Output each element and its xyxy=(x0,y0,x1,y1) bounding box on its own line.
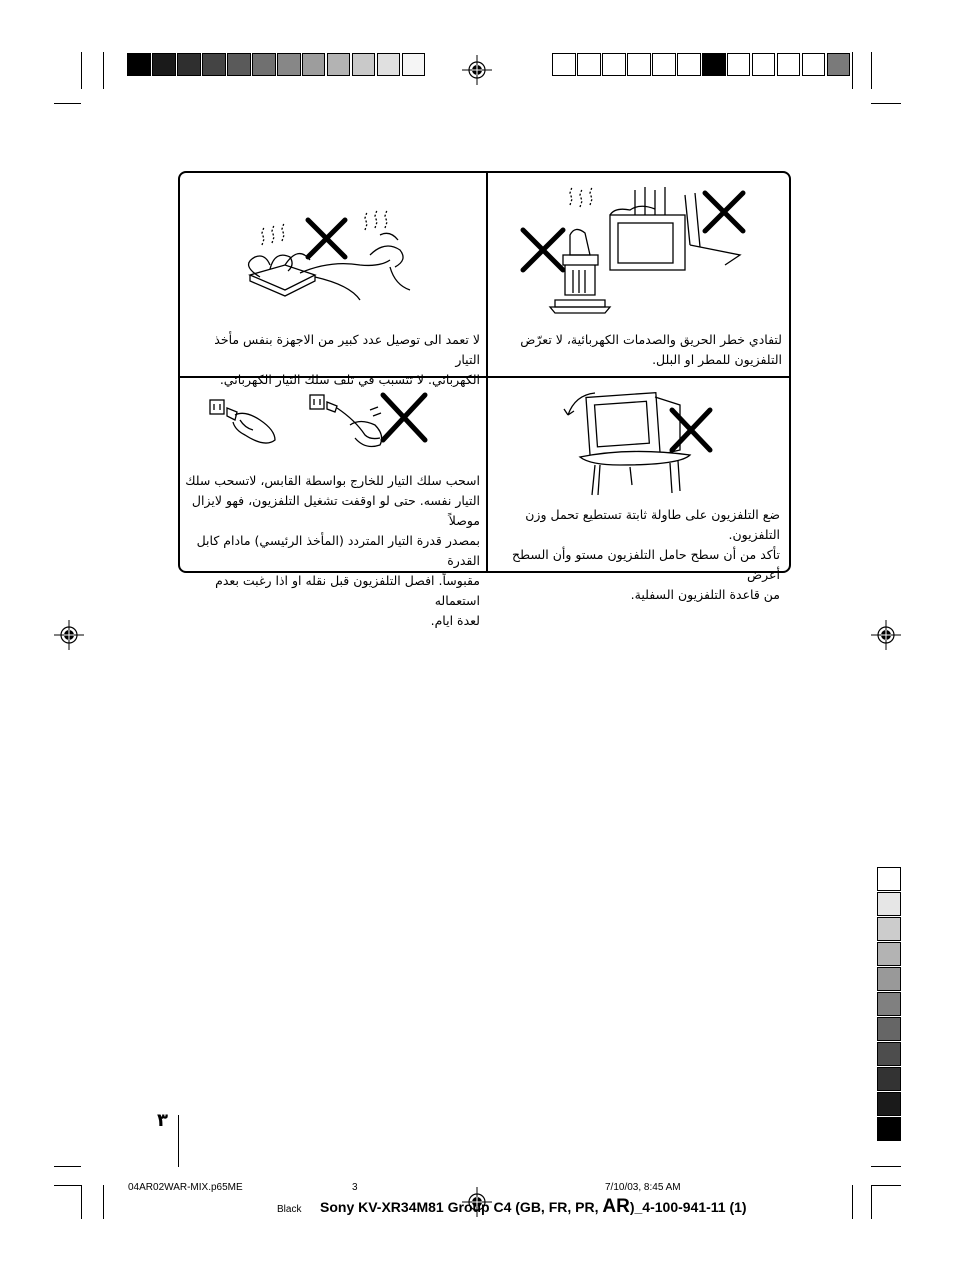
caption-unplug-cord: اسحب سلك التيار للخارج بواسطة القابس، لاتسحب سلك التيار نفسه. حتى لو اوقفت تشغيل التلفزيون، فهو لايزال موصلاً بمصدر قدرة التيار المتردد (المأخذ الرئيسي) مادام كابل القدرة مقبوساً. افصل التلفزيون قبل نقله او اذا رغبت بعدم استعماله لعدة ايام. xyxy=(185,473,480,628)
page-number: ٣ xyxy=(157,1110,168,1131)
crop-mark xyxy=(871,1166,901,1167)
color-swatch xyxy=(627,53,651,76)
crop-mark xyxy=(103,52,104,89)
model-prefix: Sony KV-XR34M81 Group C4 (GB, FR, PR, xyxy=(320,1199,603,1215)
overloaded-outlet-illustration xyxy=(240,205,415,305)
crop-mark xyxy=(54,1166,81,1167)
color-swatch xyxy=(877,1017,901,1041)
color-swatch xyxy=(127,53,151,76)
crop-mark xyxy=(54,103,81,104)
model-suffix: )_4-100-941-11 (1) xyxy=(629,1199,747,1215)
color-swatch xyxy=(277,53,301,76)
color-swatch xyxy=(152,53,176,76)
color-swatch xyxy=(877,1067,901,1091)
registration-mark-icon xyxy=(871,620,901,650)
model-line xyxy=(320,1196,747,1218)
crop-mark xyxy=(871,1185,901,1186)
color-swatch xyxy=(252,53,276,76)
crop-mark xyxy=(103,1185,104,1219)
crop-mark xyxy=(81,52,82,89)
color-swatch xyxy=(377,53,401,76)
color-swatch xyxy=(402,53,426,76)
color-swatch xyxy=(702,53,726,76)
tv-rain-illustration xyxy=(515,185,755,320)
color-swatch xyxy=(652,53,676,76)
crop-mark xyxy=(852,1185,853,1219)
model-ar: AR xyxy=(602,1196,630,1217)
crop-mark xyxy=(852,52,853,89)
registration-mark-icon xyxy=(54,620,84,650)
color-swatch xyxy=(552,53,576,76)
margin-rule xyxy=(178,1115,179,1167)
color-swatch xyxy=(227,53,251,76)
color-label: Black xyxy=(277,1204,302,1215)
timestamp: 7/10/03, 8:45 AM xyxy=(605,1182,681,1193)
unplug-illustration xyxy=(205,390,440,460)
color-swatch xyxy=(877,942,901,966)
caption-rain-moisture: لتفادي خطر الحريق والصدمات الكهربائية، لا تعرّض التلفزيون للمطر او البلل. xyxy=(520,332,782,367)
color-swatch xyxy=(877,867,901,891)
color-swatch xyxy=(877,1042,901,1066)
crop-mark xyxy=(871,52,872,89)
color-swatch xyxy=(177,53,201,76)
grey-scale-bar-side xyxy=(877,867,901,1142)
color-swatch xyxy=(302,53,326,76)
footer-page: 3 xyxy=(352,1182,358,1193)
color-swatch xyxy=(777,53,801,76)
color-swatch xyxy=(802,53,826,76)
crop-mark xyxy=(871,103,901,104)
color-swatch xyxy=(827,53,851,76)
crop-mark xyxy=(871,1185,872,1219)
color-swatch xyxy=(577,53,601,76)
color-swatch xyxy=(877,1117,901,1141)
color-swatch xyxy=(602,53,626,76)
color-swatch xyxy=(877,992,901,1016)
registration-mark-icon xyxy=(462,55,492,85)
color-swatch xyxy=(677,53,701,76)
caption-overloaded-outlet: لا تعمد الى توصيل عدد كبير من الاجهزة بنفس مأخذ التيار الكهربائي. لا تتسبب في تلف سلك التيار الكهربائي. xyxy=(214,332,480,387)
color-swatch xyxy=(352,53,376,76)
grey-scale-bar-right xyxy=(552,53,852,78)
color-swatch xyxy=(877,1092,901,1116)
grey-scale-bar-left xyxy=(127,53,427,78)
crop-mark xyxy=(81,1185,82,1219)
tv-unstable-table-illustration xyxy=(560,385,725,500)
color-swatch xyxy=(327,53,351,76)
file-name: 04AR02WAR-MIX.p65ME xyxy=(128,1182,243,1193)
color-swatch xyxy=(877,967,901,991)
color-swatch xyxy=(877,917,901,941)
panel-divider xyxy=(486,171,488,573)
caption-stable-table: ضع التلفزيون على طاولة ثابتة تستطيع تحمل وزن التلفزيون. تأكد من أن سطح حامل التلفزيون مستو وأن السطح أعرض من قاعدة التلفزيون السفلية. xyxy=(512,507,780,602)
color-swatch xyxy=(727,53,751,76)
color-swatch xyxy=(202,53,226,76)
color-swatch xyxy=(877,892,901,916)
crop-mark xyxy=(54,1185,81,1186)
color-swatch xyxy=(752,53,776,76)
